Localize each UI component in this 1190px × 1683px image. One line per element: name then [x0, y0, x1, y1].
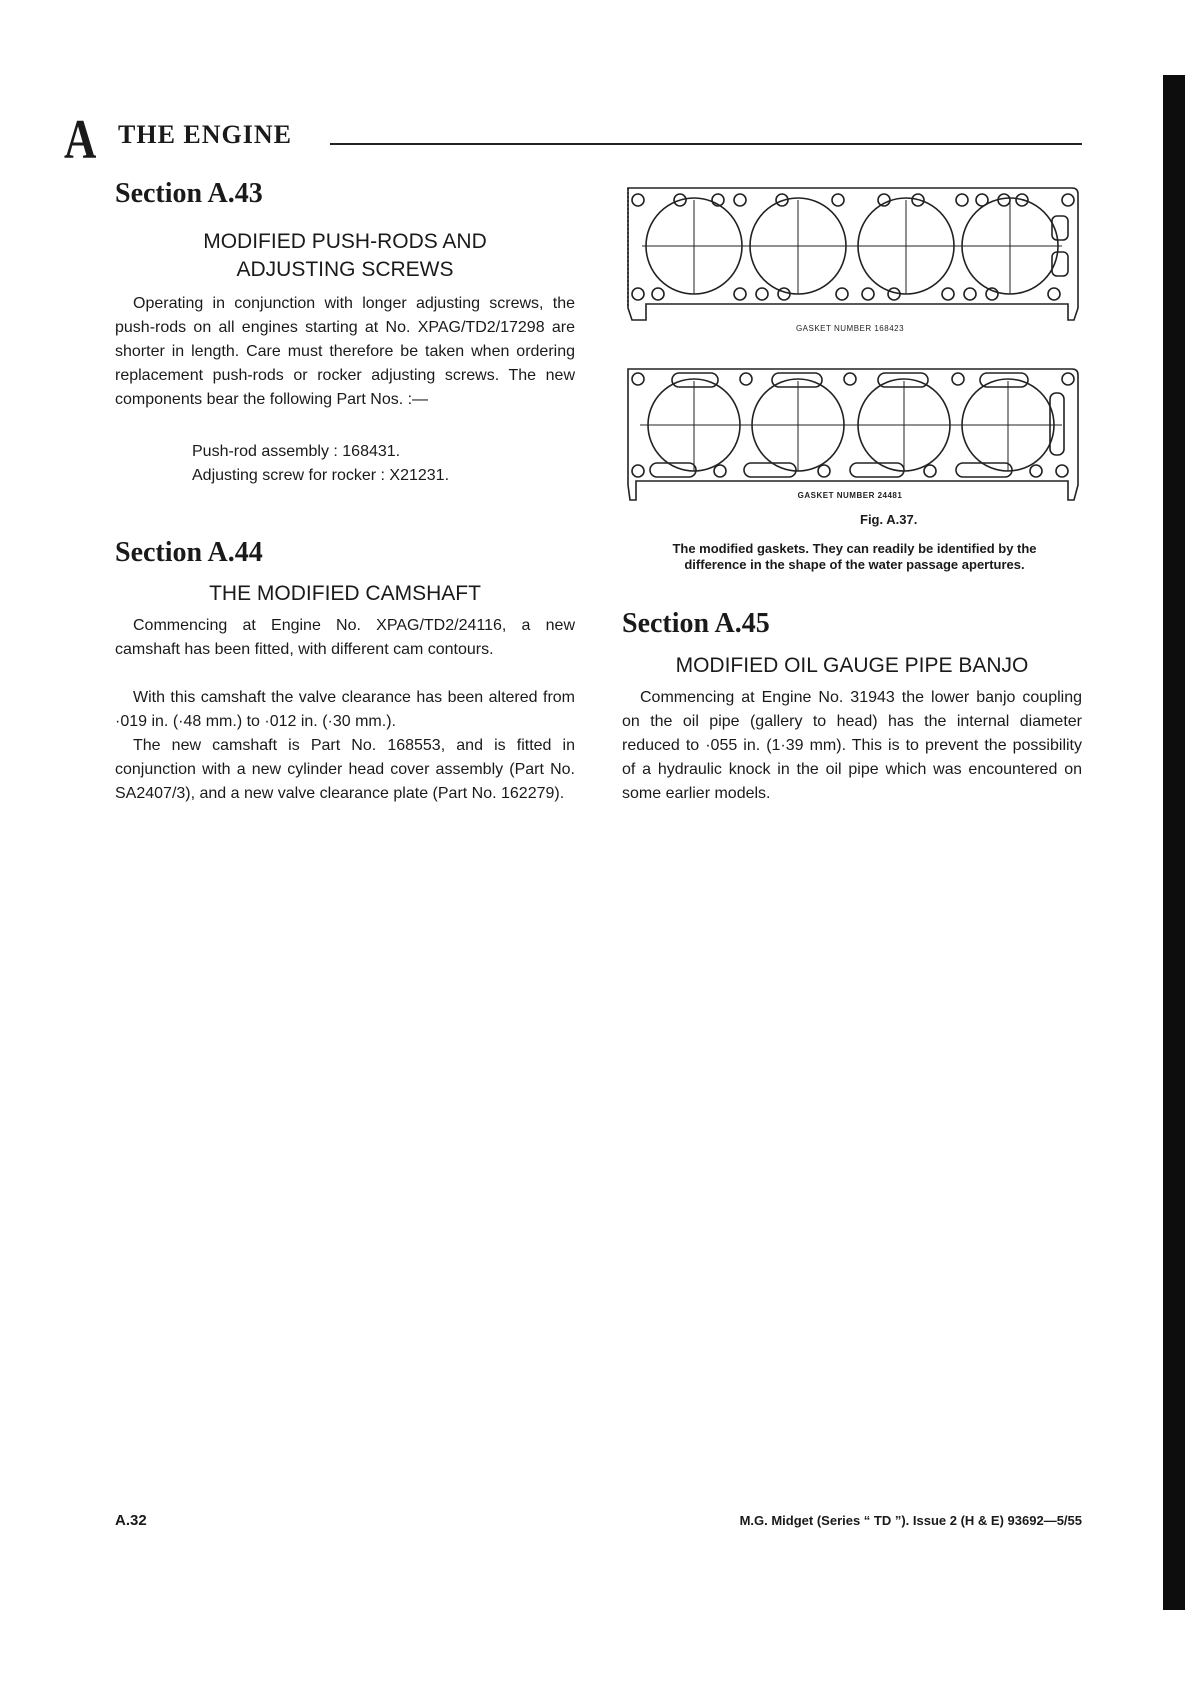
- section-a45-body: Commencing at Engine No. 31943 the lower banjo coupling on the oil pipe (gallery to head) has the internal diameter reduced to ·055 in. (1·39 mm). This is to prevent the possibility of a hydraulic knock in the oil pipe which was encountered on some earlier models.: [622, 689, 1082, 802]
- figure-number: Fig. A.37.: [860, 512, 918, 527]
- section-a45-subheading: MODIFIED OIL GAUGE PIPE BANJO: [675, 654, 1029, 677]
- chapter-rule: [330, 143, 1082, 145]
- figure-caption: The modified gaskets. They can readily be identified by the difference in the shape of the water passage apertures.: [672, 541, 1037, 572]
- page-edge-bar: [1163, 75, 1185, 1610]
- section-a44-subheading: THE MODIFIED CAMSHAFT: [209, 582, 481, 605]
- page-number: A.32: [115, 1512, 147, 1529]
- section-a44-para-1: Commencing at Engine No. XPAG/TD2/24116, a new camshaft has been fitted, with different cam contours.: [115, 617, 575, 658]
- gasket-2-label: GASKET NUMBER 24481: [797, 491, 903, 500]
- section-a43-subheading-line2: ADJUSTING SCREWS: [236, 258, 454, 281]
- section-a43-body: Operating in conjunction with longer adjusting screws, the push-rods on all engines starting at No. XPAG/TD2/17298 are shorter in length. Care must therefore be taken when ordering replacement push-rods or rocker adjusting screws. The new components bear the following Part Nos. :—: [115, 295, 575, 408]
- publication-info: M.G. Midget (Series “ TD ”). Issue 2 (H & E) 93692—5/55: [739, 1513, 1082, 1528]
- section-a43-part-pushrod: Push-rod assembly : 168431.: [192, 443, 401, 460]
- section-a44-para-3: The new camshaft is Part No. 168553, and is fitted in conjunction with a new cylinder head cover assembly (Part No. SA2407/3), and a new valve clearance plate (Part No. 162279).: [115, 737, 575, 802]
- gasket-1-label: GASKET NUMBER 168423: [795, 324, 905, 333]
- section-a44-heading: Section A.44: [115, 537, 263, 568]
- section-a43-subheading-line1: MODIFIED PUSH-RODS AND: [203, 230, 487, 253]
- section-a43-part-screw: Adjusting screw for rocker : X21231.: [192, 467, 450, 484]
- gasket-drawing-168423: [622, 178, 1082, 338]
- section-a43-heading: Section A.43: [115, 178, 263, 209]
- gasket-drawing-24481: [622, 355, 1082, 510]
- chapter-title: THE ENGINE: [118, 120, 292, 149]
- chapter-letter: A: [64, 109, 97, 171]
- section-a44-para-2: With this camshaft the valve clearance has been altered from ·019 in. (·48 mm.) to ·012 in. (·30 mm.).: [115, 689, 575, 730]
- section-a45-heading: Section A.45: [622, 608, 770, 639]
